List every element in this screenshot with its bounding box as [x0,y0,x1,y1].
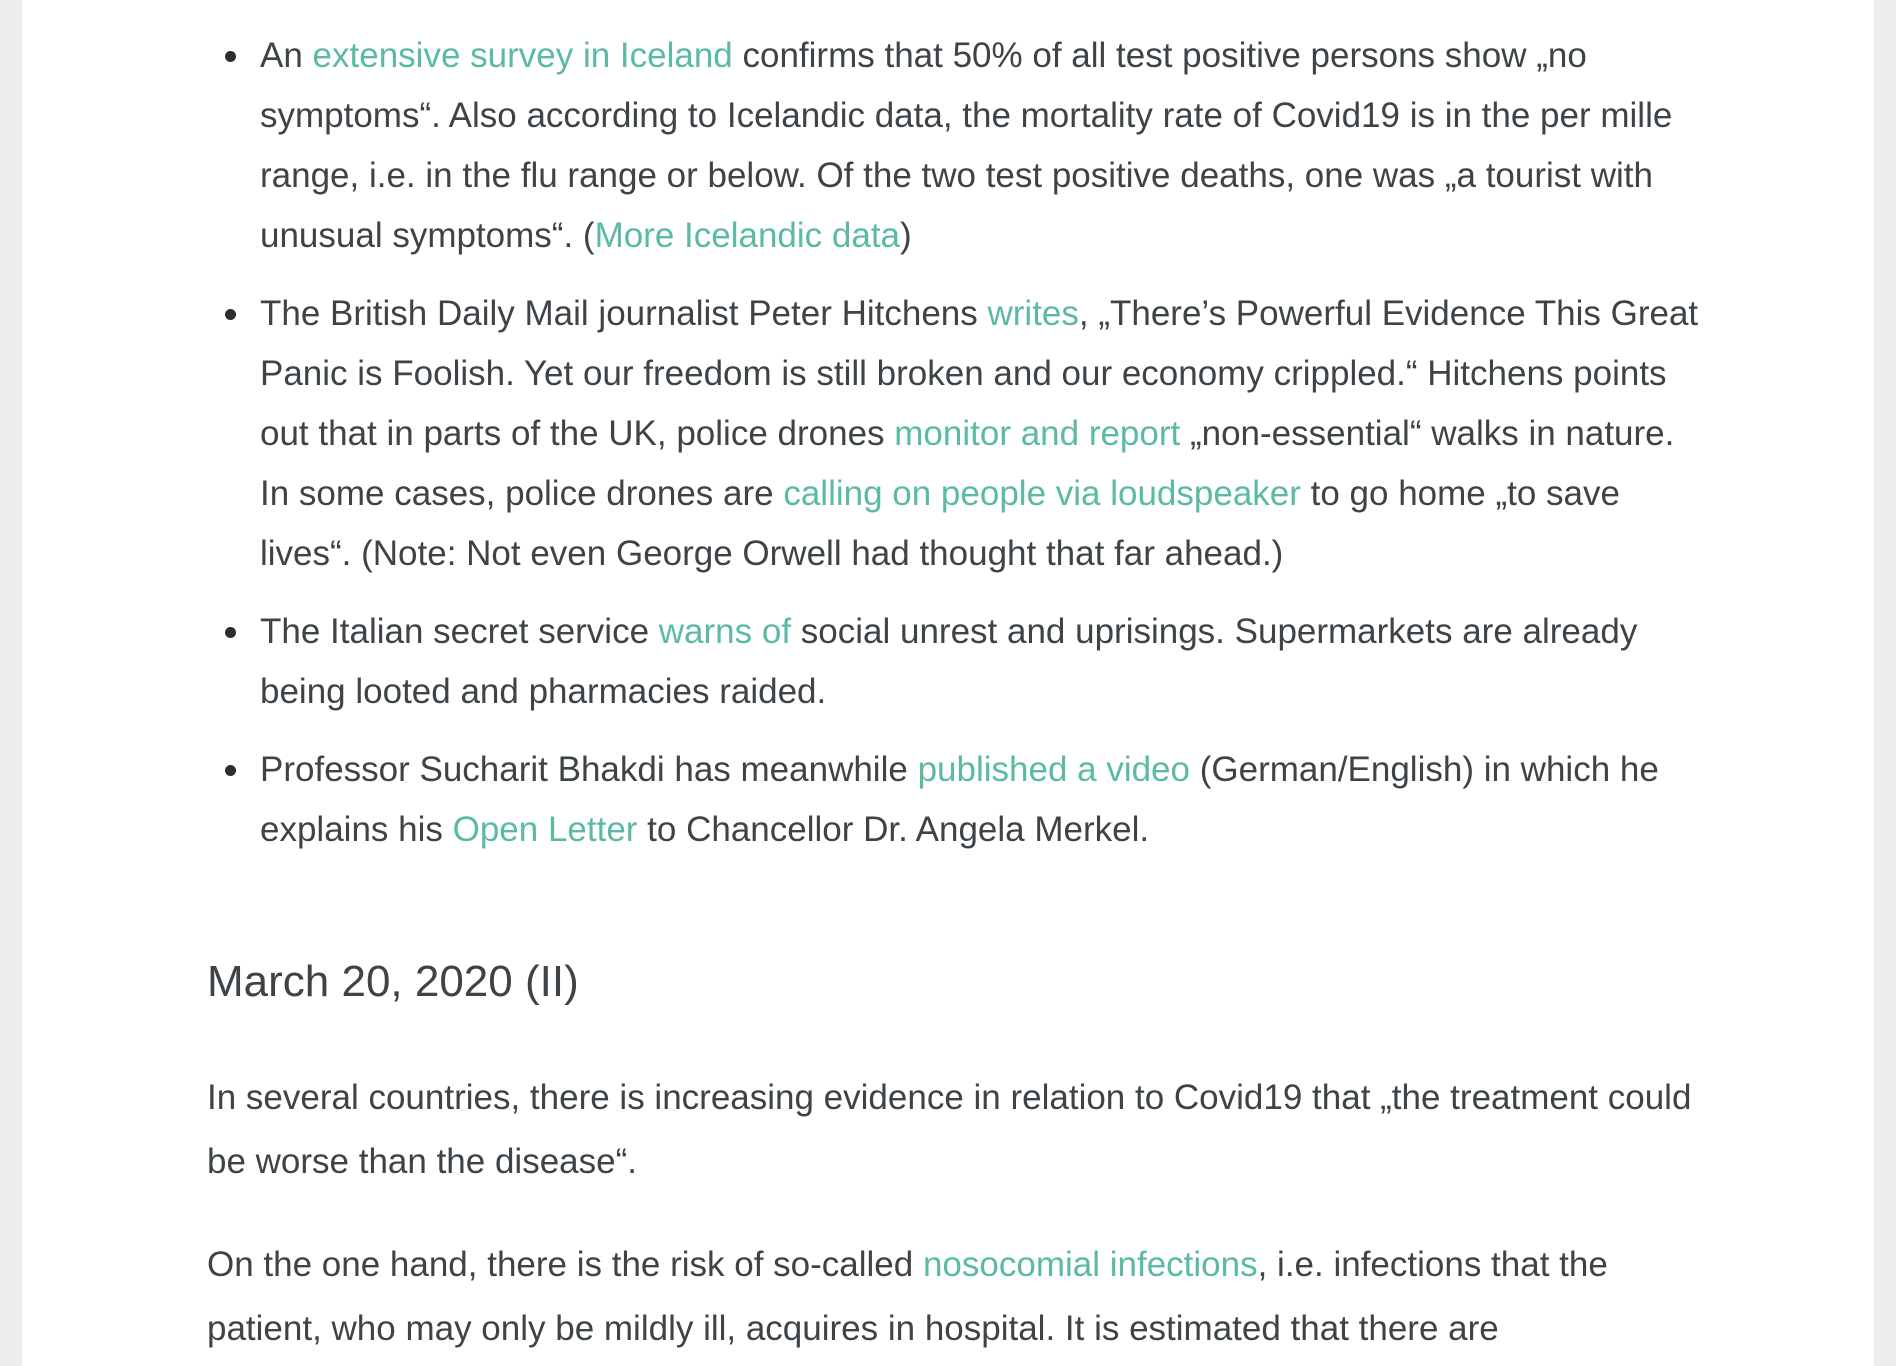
section-heading: March 20, 2020 (II) [207,957,579,1006]
text-run: The Italian secret service [260,612,659,651]
link-open-letter[interactable]: Open Letter [452,810,638,849]
list-item [207,284,1707,584]
text-run: „non-essential“ walks in nature. In some cases, police drones are [260,414,1675,513]
link-monitor-and-report[interactable]: monitor and report [894,414,1181,453]
text-run: , i.e. infections that the patient, who may only be mildly ill, acquires in hospital. It is estimated that there are [207,1245,1608,1348]
link-writes[interactable]: writes [987,294,1079,333]
text-run: to go home „to save lives“. (Note: Not even George Orwell had thought that far ahead.) [260,474,1620,573]
text-run: The British Daily Mail journalist Peter Hitchens [260,294,988,333]
text-run: ) [900,216,912,255]
list-item [207,740,1707,860]
link-nosocomial-infections[interactable]: nosocomial infections [922,1245,1258,1284]
link-published-a-video[interactable]: published a video [917,750,1190,789]
bullet-dot-icon [225,309,236,320]
text-run: Professor Sucharit Bhakdi has meanwhile [260,750,918,789]
list-item-text [260,750,1659,849]
list-item [207,26,1707,266]
list-item-text [260,294,1698,573]
update-list [207,26,1707,860]
text-run: to Chancellor Dr. Angela Merkel. [637,810,1150,849]
bullet-dot-icon [225,51,236,62]
list-item-text [260,612,1637,711]
article-content [207,0,1707,1348]
link-more-icelandic-data[interactable]: More Icelandic data [594,216,901,255]
paragraph [207,1066,1707,1194]
text-run: On the one hand, there is the risk of so-called [207,1245,923,1284]
bullet-dot-icon [225,765,236,776]
link-warns-of[interactable]: warns of [658,612,792,651]
text-run: confirms that 50% of all test positive persons show „no symptoms“. Also according to Icelandic data, the mortality rate of Covid19 is in the per mille range, i.e. in the flu range or below. Of the two test positive deaths, one was „a tourist with unusual symptoms“. ( [260,36,1673,255]
text-run: In several countries, there is increasing evidence in relation to Covid19 that „the treatment could be worse than the disease“. [207,1078,1692,1181]
text-run: (German/English) in which he explains his [260,750,1659,849]
text-run: social unrest and uprisings. Supermarkets are already being looted and pharmacies raided. [260,612,1638,711]
list-item [207,602,1707,722]
link-calling-on-people-via-loudspeaker[interactable]: calling on people via loudspeaker [783,474,1301,513]
list-item-text [260,36,1672,255]
article-page [22,0,1874,1366]
text-run: An [260,36,313,75]
text-run: , „There’s Powerful Evidence This Great Panic is Foolish. Yet our freedom is still broken and our economy crippled.“ Hitchens points out that in parts of the UK, police drones [260,294,1699,453]
link-extensive-survey-iceland[interactable]: extensive survey in Iceland [312,36,733,75]
paragraph [207,1233,1707,1361]
bullet-dot-icon [225,627,236,638]
